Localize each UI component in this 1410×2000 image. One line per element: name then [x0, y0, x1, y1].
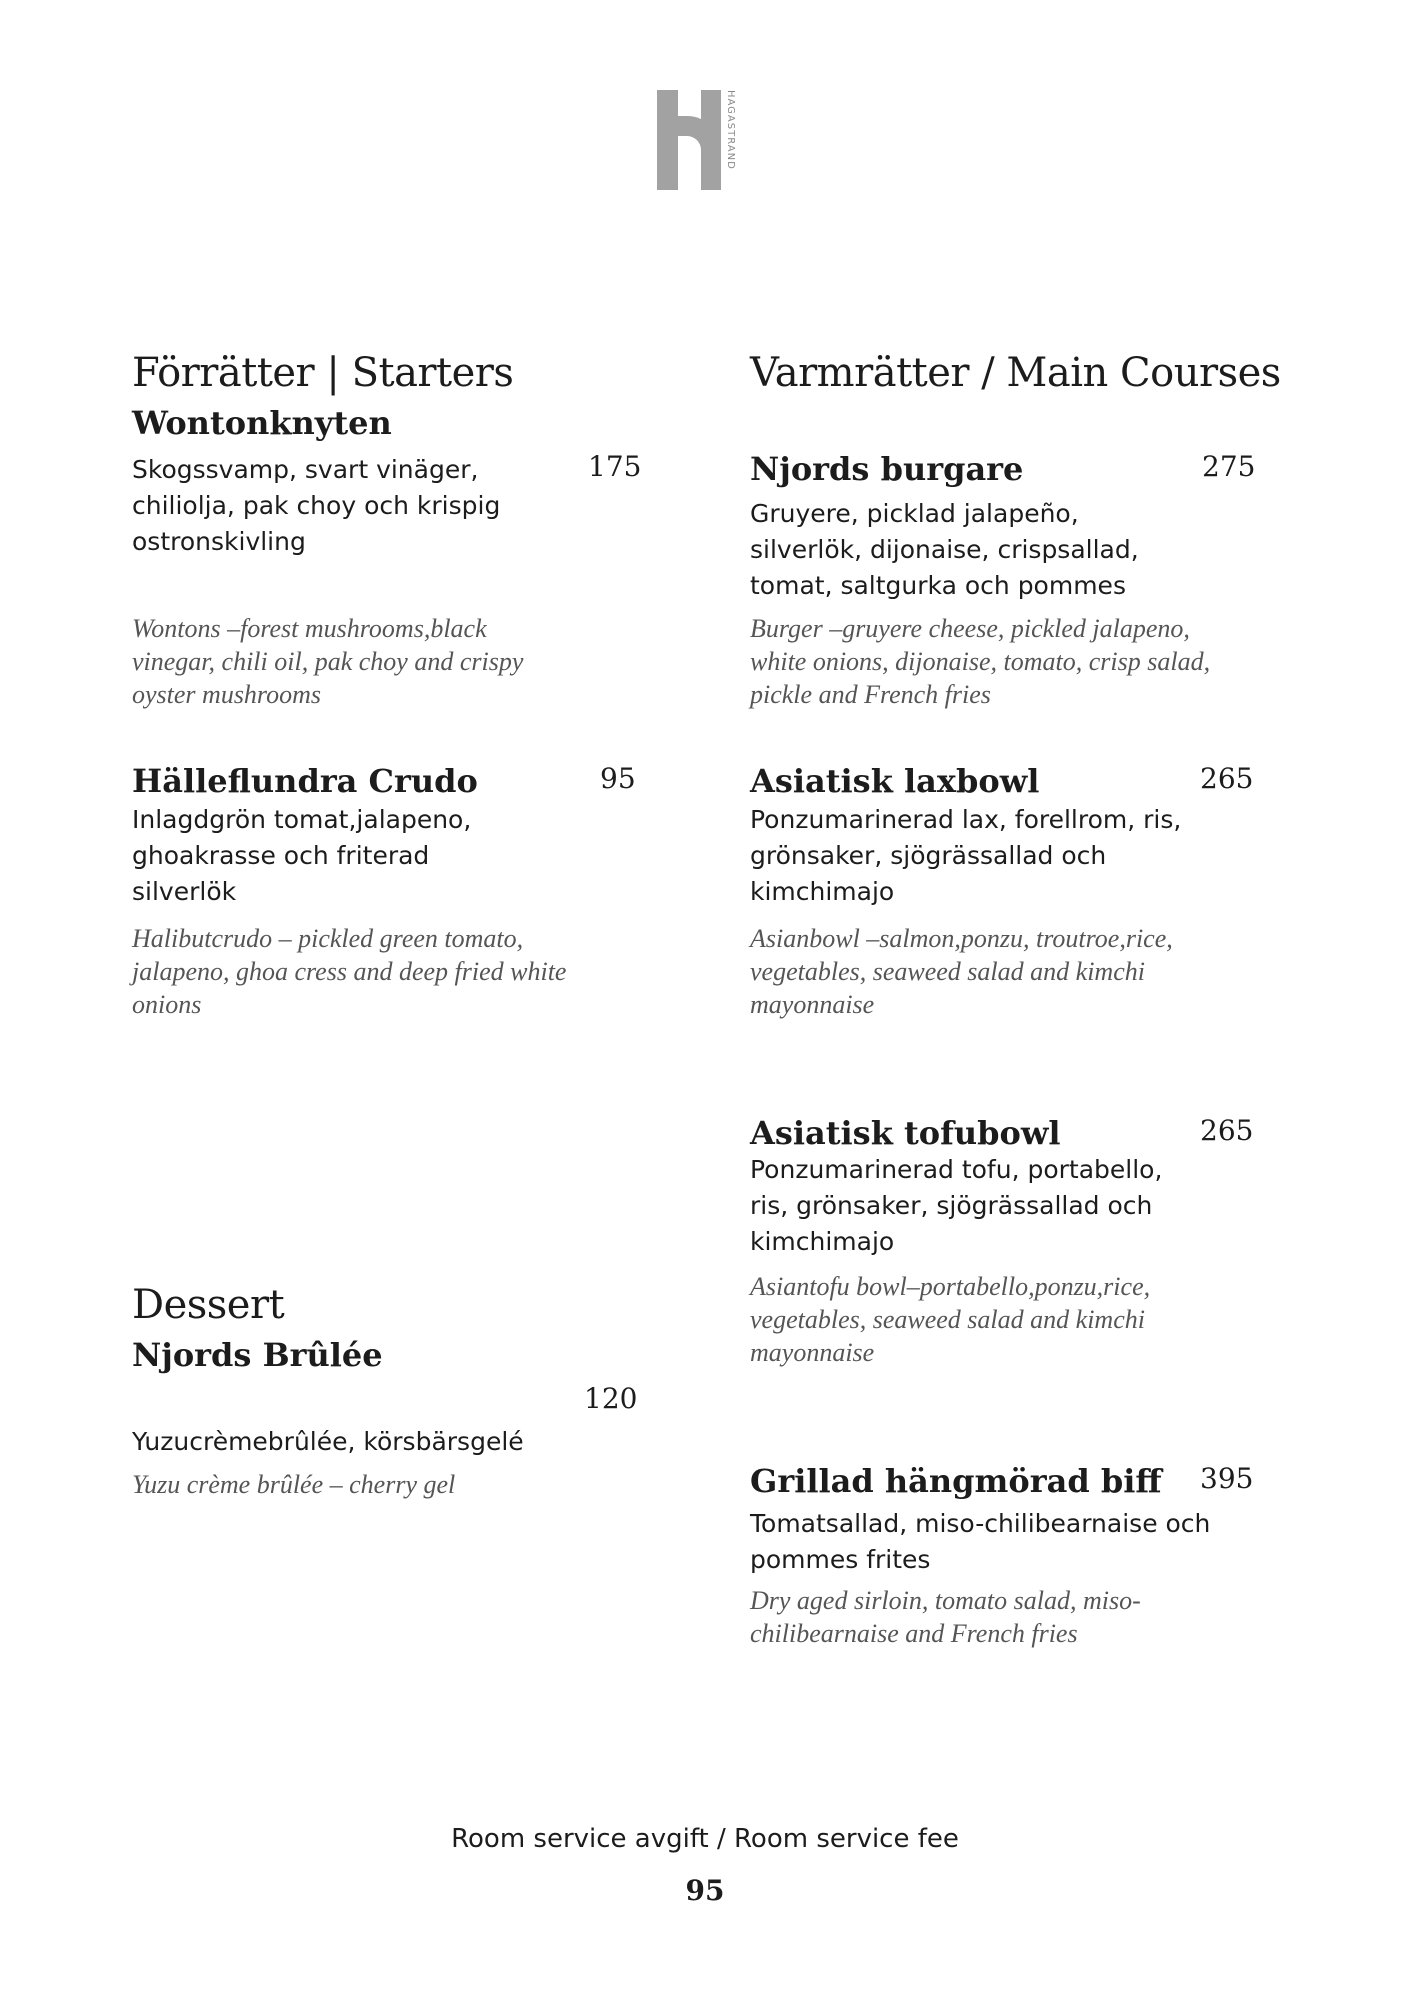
- hagastrand-logo: [655, 90, 765, 192]
- item-price-njords-burgare: 275: [1202, 450, 1256, 483]
- item-desc-asiatisk-laxbowl: Ponzumarinerad lax, forellrom, ris, grönsaker, sjögrässallad och kimchimajo: [750, 805, 1182, 906]
- item-en-njords-burgare: Burger –gruyere cheese, pickled jalapeno, white onions, dijonaise, tomato, crisp salad, pickle and French fries: [750, 614, 1211, 709]
- item-name-njords-burgare: Njords burgare: [750, 450, 1024, 488]
- item-price-wontonknyten: 175: [588, 450, 642, 483]
- item-desc-njords-burgare: Gruyere, picklad jalapeño, silverlök, dijonaise, crispsallad, tomat, saltgurka och pommes: [750, 499, 1139, 600]
- item-desc-wontonknyten: Skogssvamp, svart vinäger, chiliolja, pak choy och krispig ostronskivling: [132, 455, 501, 556]
- item-name-grillad-hangmorad-biff: Grillad hängmörad biff: [750, 1462, 1162, 1500]
- item-price-grillad-hangmorad-biff: 395: [1200, 1462, 1254, 1495]
- item-desc-halleflundra-crudo: Inlagdgrön tomat,jalapeno, ghoakrasse och friterad silverlök: [132, 805, 472, 906]
- item-desc-grillad-hangmorad-biff: Tomatsallad, miso-chilibearnaise och pommes frites: [750, 1509, 1211, 1574]
- item-en-asiatisk-laxbowl: Asianbowl –salmon,ponzu, troutroe,rice, vegetables, seaweed salad and kimchi mayonnaise: [750, 924, 1173, 1019]
- item-name-wontonknyten: Wontonknyten: [132, 404, 392, 442]
- item-price-halleflundra-crudo: 95: [600, 762, 636, 795]
- item-en-asiatisk-tofubowl: Asiantofu bowl–portabello,ponzu,rice, vegetables, seaweed salad and kimchi mayonnaise: [750, 1272, 1151, 1367]
- item-en-njords-brulee: Yuzu crème brûlée – cherry gel: [132, 1470, 456, 1499]
- item-name-njords-brulee: Njords Brûlée: [132, 1336, 383, 1374]
- item-name-asiatisk-tofubowl: Asiatisk tofubowl: [750, 1114, 1061, 1152]
- item-en-halleflundra-crudo: Halibutcrudo – pickled green tomato, jalapeno, ghoa cress and deep fried white onions: [132, 924, 567, 1019]
- item-name-halleflundra-crudo: Hälleflundra Crudo: [132, 762, 478, 800]
- room-service-fee-price: 95: [685, 1874, 725, 1907]
- item-en-wontonknyten: Wontons –forest mushrooms,black vinegar, chili oil, pak choy and crispy oyster mushrooms: [132, 614, 524, 709]
- starters-title: Förrätter | Starters: [132, 350, 514, 396]
- item-name-asiatisk-laxbowl: Asiatisk laxbowl: [750, 762, 1040, 800]
- item-price-asiatisk-tofubowl: 265: [1200, 1114, 1254, 1147]
- mains-title: Varmrätter / Main Courses: [750, 350, 1281, 396]
- item-price-asiatisk-laxbowl: 265: [1200, 762, 1254, 795]
- logo-right-stroke: [701, 90, 721, 190]
- item-desc-njords-brulee: Yuzucrèmebrûlée, körsbärsgelé: [132, 1427, 524, 1456]
- room-service-fee-label: Room service avgift / Room service fee: [451, 1824, 959, 1854]
- item-price-njords-brulee: 120: [584, 1382, 638, 1415]
- item-en-grillad-hangmorad-biff: Dry aged sirloin, tomato salad, miso-chilibearnaise and French fries: [750, 1586, 1141, 1648]
- dessert-title: Dessert: [132, 1282, 285, 1328]
- logo-brand-text: HAGASTRAND: [725, 90, 736, 170]
- item-desc-asiatisk-tofubowl: Ponzumarinerad tofu, portabello, ris, grönsaker, sjögrässallad och kimchimajo: [750, 1155, 1163, 1256]
